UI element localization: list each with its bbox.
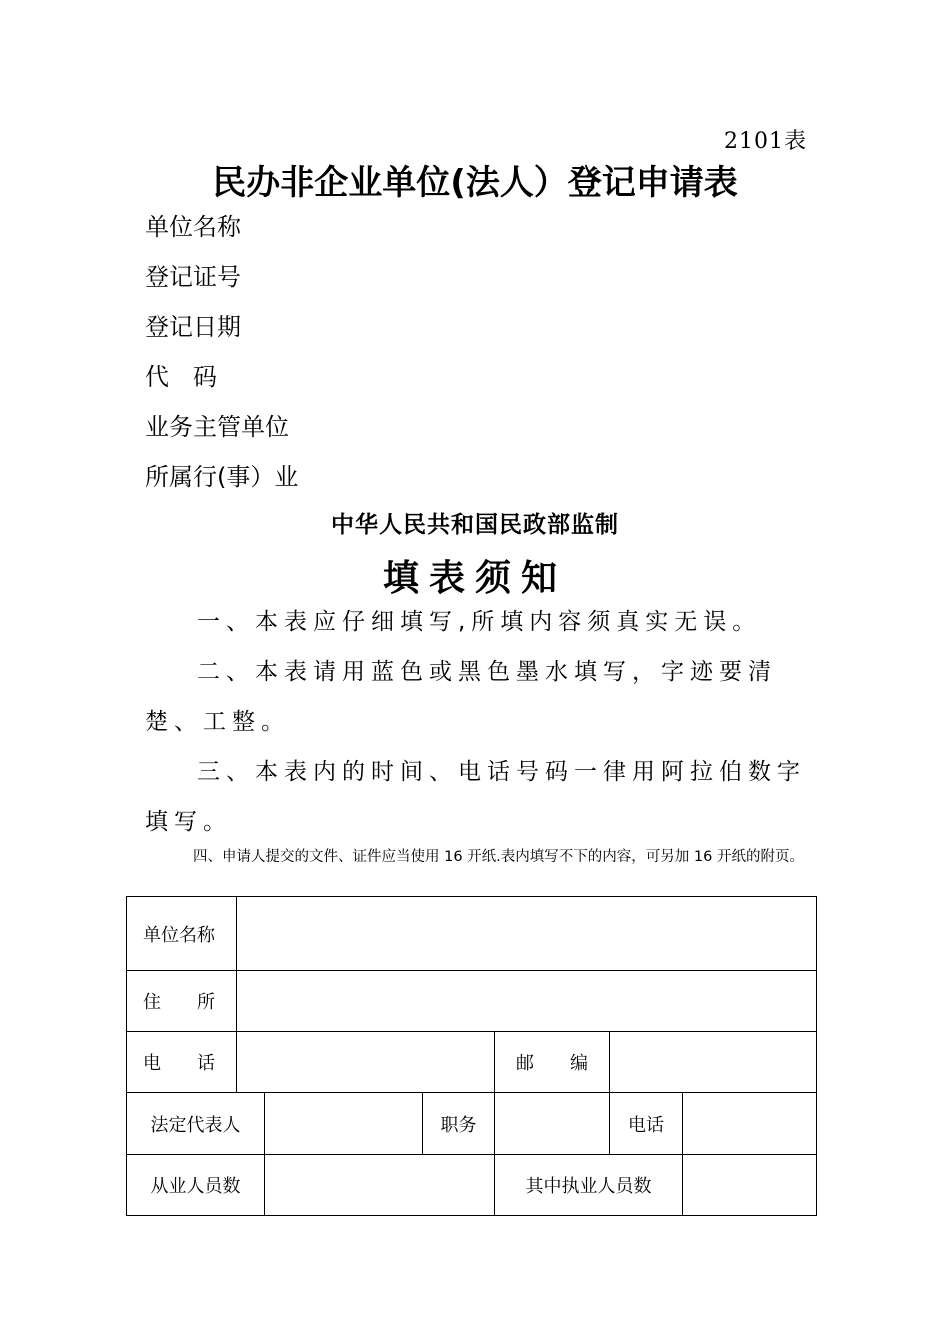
rep-phone-label: 电话: [610, 1093, 683, 1155]
cover-field-registration-date: 登记日期: [145, 313, 241, 341]
cover-field-unit-name: 单位名称: [145, 213, 241, 241]
application-table: [126, 896, 817, 1216]
table-row: [127, 1155, 817, 1216]
cover-field-registration-number: 登记证号: [145, 263, 241, 291]
notice-item-1: 一、本表应仔细填写,所填内容须真实无误。: [197, 609, 762, 635]
licensed-count-label: 其中执业人员数: [495, 1155, 683, 1216]
postcode-label: 邮 编: [495, 1032, 610, 1093]
cover-field-code: 代 码: [145, 363, 217, 391]
staff-count-label: 从业人员数: [127, 1155, 265, 1216]
form-number: 2101表: [724, 129, 807, 154]
legal-rep-field[interactable]: [265, 1093, 423, 1155]
unit-name-label: 单位名称: [127, 897, 237, 971]
table-row: [127, 897, 817, 971]
legal-rep-label: 法定代表人: [127, 1093, 265, 1155]
cover-field-industry: 所属行(事）业: [145, 463, 299, 491]
position-label: 职务: [423, 1093, 495, 1155]
supervisor-line: 中华人民共和国民政部监制: [331, 512, 619, 538]
notice-item-4: 四、申请人提交的文件、证件应当使用 16 开纸.表内填写不下的内容，可另加 16 开纸的附页。: [193, 849, 804, 865]
address-field[interactable]: [237, 971, 817, 1032]
unit-name-field[interactable]: [237, 897, 817, 971]
phone-label: 电 话: [127, 1032, 237, 1093]
staff-count-field[interactable]: [265, 1155, 495, 1216]
position-field[interactable]: [495, 1093, 610, 1155]
notice-item-3: 三、本表内的时间、电话号码一律用阿拉伯数字填写。: [145, 759, 806, 835]
page-title: 民办非企业单位(法人）登记申请表: [212, 163, 738, 203]
rep-phone-field[interactable]: [683, 1093, 817, 1155]
postcode-field[interactable]: [610, 1032, 817, 1093]
table-row: [127, 1093, 817, 1155]
table-row: [127, 1032, 817, 1093]
notice-title: 填表须知: [382, 558, 567, 599]
licensed-count-field[interactable]: [683, 1155, 817, 1216]
cover-field-supervising-unit: 业务主管单位: [145, 413, 289, 441]
phone-field[interactable]: [237, 1032, 495, 1093]
address-label: 住 所: [127, 971, 237, 1032]
notice-item-2: 二、本表请用蓝色或黑色墨水填写，字迹要清楚、工整。: [145, 659, 777, 735]
table-row: [127, 971, 817, 1032]
